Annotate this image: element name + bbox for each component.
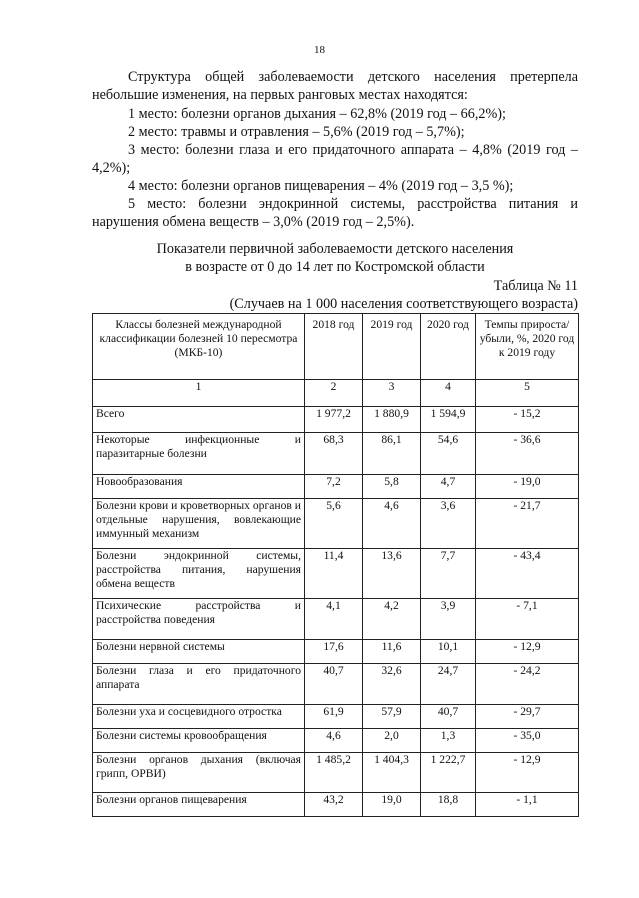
value-2020-cell: 4,7	[421, 475, 476, 499]
table-title-line1: Показатели первичной заболеваемости детского населения	[156, 241, 514, 257]
value-2019-cell: 13,6	[363, 549, 421, 599]
growth-rate-cell: - 43,4	[476, 549, 579, 599]
growth-rate-cell: - 36,6	[476, 433, 579, 475]
growth-rate-cell: - 19,0	[476, 475, 579, 499]
growth-rate-cell: - 12,9	[476, 640, 579, 664]
index-cell: 2	[305, 380, 363, 407]
value-2019-cell: 5,8	[363, 475, 421, 499]
value-2018-cell: 68,3	[305, 433, 363, 475]
value-2019-cell: 4,6	[363, 499, 421, 549]
header-2018: 2018 год	[305, 314, 363, 380]
index-cell: 4	[421, 380, 476, 407]
value-2018-cell: 1 485,2	[305, 753, 363, 793]
disease-class-cell: Некоторые инфекционные и паразитарные болезни	[93, 433, 305, 475]
rank-place-5: 5 место: болезни эндокринной системы, расстройства питания и нарушения обмена веществ – 3,0% (2019 год – 2,5%).	[92, 196, 578, 231]
disease-class-cell: Болезни уха и сосцевидного отростка	[93, 705, 305, 729]
value-2020-cell: 1,3	[421, 729, 476, 753]
value-2020-cell: 3,9	[421, 599, 476, 640]
growth-rate-cell: - 29,7	[476, 705, 579, 729]
table-row	[93, 753, 579, 793]
value-2018-cell: 7,2	[305, 475, 363, 499]
value-2020-cell: 7,7	[421, 549, 476, 599]
table-header-row	[93, 314, 579, 380]
value-2020-cell: 1 594,9	[421, 407, 476, 433]
value-2019-cell: 11,6	[363, 640, 421, 664]
value-2020-cell: 24,7	[421, 664, 476, 705]
table-number: Таблица № 11	[493, 277, 578, 294]
rank-place-3: 3 место: болезни глаза и его придаточного аппарата – 4,8% (2019 год – 4,2%);	[92, 142, 578, 177]
value-2020-cell: 54,6	[421, 433, 476, 475]
table-row	[93, 407, 579, 433]
value-2018-cell: 43,2	[305, 793, 363, 817]
value-2018-cell: 4,1	[305, 599, 363, 640]
rank-place-1: 1 место: болезни органов дыхания – 62,8% (2019 год – 66,2%);	[128, 106, 506, 122]
disease-class-cell: Болезни системы кровообращения	[93, 729, 305, 753]
table-row	[93, 549, 579, 599]
value-2018-cell: 17,6	[305, 640, 363, 664]
value-2019-cell: 2,0	[363, 729, 421, 753]
table-units: (Случаев на 1 000 населения соответствующего возраста)	[229, 296, 578, 313]
value-2019-cell: 19,0	[363, 793, 421, 817]
value-2019-cell: 86,1	[363, 433, 421, 475]
disease-class-cell: Новообразования	[93, 475, 305, 499]
table-row	[93, 705, 579, 729]
index-cell: 3	[363, 380, 421, 407]
value-2018-cell: 61,9	[305, 705, 363, 729]
value-2020-cell: 1 222,7	[421, 753, 476, 793]
table-row	[93, 475, 579, 499]
index-row	[93, 380, 579, 407]
growth-rate-cell: - 12,9	[476, 753, 579, 793]
value-2019-cell: 57,9	[363, 705, 421, 729]
table-title-line2: в возрасте от 0 до 14 лет по Костромской области	[185, 259, 485, 276]
header-disease-class: Классы болезней международной классификации болезней 10 пересмотра (МКБ-10)	[93, 314, 305, 380]
table-row	[93, 664, 579, 705]
value-2018-cell: 11,4	[305, 549, 363, 599]
table-row	[93, 499, 579, 549]
growth-rate-cell: - 7,1	[476, 599, 579, 640]
value-2018-cell: 1 977,2	[305, 407, 363, 433]
disease-class-cell: Болезни органов дыхания (включая грипп, ОРВИ)	[93, 753, 305, 793]
growth-rate-cell: - 24,2	[476, 664, 579, 705]
disease-class-cell: Болезни глаза и его придаточного аппарата	[93, 664, 305, 705]
value-2020-cell: 3,6	[421, 499, 476, 549]
value-2019-cell: 32,6	[363, 664, 421, 705]
disease-class-cell: Всего	[93, 407, 305, 433]
morbidity-table	[92, 313, 579, 817]
value-2019-cell: 1 880,9	[363, 407, 421, 433]
header-2019: 2019 год	[363, 314, 421, 380]
value-2018-cell: 5,6	[305, 499, 363, 549]
table-row	[93, 793, 579, 817]
table-row	[93, 729, 579, 753]
value-2019-cell: 1 404,3	[363, 753, 421, 793]
disease-class-cell: Болезни крови и кроветворных органов и отдельные нарушения, вовлекающие иммунный механизм	[93, 499, 305, 549]
table-row	[93, 433, 579, 475]
index-cell: 1	[93, 380, 305, 407]
growth-rate-cell: - 35,0	[476, 729, 579, 753]
value-2018-cell: 4,6	[305, 729, 363, 753]
index-cell: 5	[476, 380, 579, 407]
rank-place-2: 2 место: травмы и отравления – 5,6% (2019 год – 5,7%);	[128, 124, 465, 140]
value-2019-cell: 4,2	[363, 599, 421, 640]
growth-rate-cell: - 15,2	[476, 407, 579, 433]
rank-place-4: 4 место: болезни органов пищеварения – 4% (2019 год – 3,5 %);	[128, 178, 514, 194]
disease-class-cell: Психические расстройства и расстройства поведения	[93, 599, 305, 640]
header-growth-rate: Темпы прироста/убыли, %, 2020 год к 2019 году	[476, 314, 579, 380]
value-2020-cell: 18,8	[421, 793, 476, 817]
page-number: 18	[314, 44, 325, 56]
value-2018-cell: 40,7	[305, 664, 363, 705]
disease-class-cell: Болезни нервной системы	[93, 640, 305, 664]
header-2020: 2020 год	[421, 314, 476, 380]
value-2020-cell: 40,7	[421, 705, 476, 729]
table-row	[93, 640, 579, 664]
intro-paragraph: Структура общей заболеваемости детского населения претерпела небольшие изменения, на первых ранговых местах находятся:	[92, 69, 578, 104]
table-caption	[92, 240, 578, 314]
table-row	[93, 599, 579, 640]
disease-class-cell: Болезни эндокринной системы, расстройства питания, нарушения обмена веществ	[93, 549, 305, 599]
disease-class-cell: Болезни органов пищеварения	[93, 793, 305, 817]
growth-rate-cell: - 21,7	[476, 499, 579, 549]
value-2020-cell: 10,1	[421, 640, 476, 664]
growth-rate-cell: - 1,1	[476, 793, 579, 817]
